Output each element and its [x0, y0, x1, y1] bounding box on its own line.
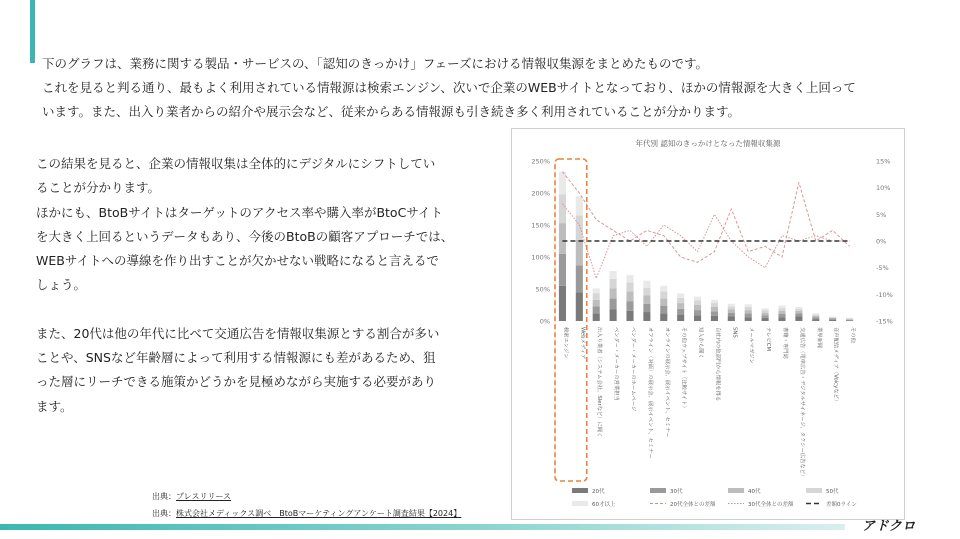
bar-segment-20代	[829, 320, 836, 321]
y-right-tick-label: 15%	[876, 157, 891, 166]
source-prefix: 出典：	[152, 509, 176, 518]
y-left-tick-label: 200%	[531, 189, 550, 198]
bar-segment-30代	[795, 313, 802, 316]
bar-segment-50代	[643, 288, 650, 296]
bar-segment-20代	[559, 286, 566, 321]
bar-segment-40代	[643, 295, 650, 303]
bar-segment-50代	[846, 318, 853, 319]
bar-segment-40代	[610, 288, 617, 298]
bar-segment-60才以上	[576, 196, 583, 215]
legend-label: 40代	[748, 489, 761, 495]
bar-segment-50代	[812, 315, 819, 316]
bar-segment-20代	[711, 316, 718, 321]
legend-swatch-20代	[572, 488, 588, 493]
bar-segment-50代	[660, 292, 667, 299]
bar-segment-50代	[745, 307, 752, 310]
bar-segment-40代	[846, 319, 853, 320]
bar-segment-60才以上	[846, 318, 853, 319]
x-tick-label: Webメディア	[579, 327, 586, 360]
bar-segment-60才以上	[795, 307, 802, 309]
bar-segment-40代	[626, 292, 633, 302]
body-line: ます。	[36, 398, 73, 414]
bar-segment-20代	[694, 315, 701, 321]
bar-segment-40代	[677, 303, 684, 309]
x-tick-label: 知人から聞く	[697, 327, 704, 359]
bar-segment-50代	[610, 279, 617, 289]
bar-segment-30代	[745, 313, 752, 317]
legend-label: 30代	[670, 489, 683, 495]
y-right-tick-label: 10%	[876, 184, 891, 193]
bar-segment-60才以上	[829, 317, 836, 318]
bar-segment-50代	[677, 298, 684, 303]
legend-swatch-30代	[650, 488, 666, 493]
x-tick-label: その他	[849, 327, 856, 343]
intro-line-1: 下のグラフは、業務に関する製品・サービスの、「認知のきっかけ」フェーズにおける情報収集源をまとめたものです。	[42, 56, 709, 71]
bar-segment-60才以上	[593, 288, 600, 293]
x-tick-label: ベンダー・メーカーのホームページ	[630, 327, 636, 412]
bar-segment-40代	[660, 299, 667, 306]
bar-segment-40代	[778, 311, 785, 314]
y-left-tick-label: 150%	[531, 221, 550, 230]
legend-label: 30代全体との差額	[748, 502, 794, 508]
bar-segment-30代	[660, 306, 667, 314]
x-tick-label: メールマガジン	[748, 327, 755, 364]
bar-segment-50代	[778, 308, 785, 311]
body-line: った層にリーチできる施策かどうかを見極めながら実施する必要があり	[36, 374, 437, 390]
paragraph-gap	[36, 298, 491, 322]
body-line: この結果を見ると、企業の情報収集は全体的にデジタルにシフトしてい	[36, 156, 436, 171]
y-right-tick-label: -15%	[876, 317, 893, 326]
bar-segment-40代	[812, 316, 819, 317]
legend-label: 20代全体との差額	[670, 502, 716, 508]
source-link-press-release[interactable]: プレスリリース	[176, 492, 232, 501]
legend-label: 60才以上	[592, 502, 616, 508]
y-left-tick-label: 100%	[531, 253, 550, 262]
bar-segment-20代	[745, 317, 752, 321]
intro-line-2: これを見ると判る通り、最もよく利用されている情報源は検索エンジン、次いで企業のWEBサイトとなっており、ほかの情報源を大きく上回って	[42, 80, 856, 95]
bar-segment-40代	[694, 305, 701, 310]
legend-swatch-50代	[806, 488, 822, 493]
x-tick-label: SNS	[731, 327, 738, 338]
bar-segment-40代	[762, 313, 769, 316]
y-left-tick-label: 250%	[531, 157, 550, 166]
body-line: ることが分かります。	[36, 180, 161, 196]
bottom-accent-bar	[0, 524, 845, 530]
y-right-tick-label: 0%	[876, 237, 887, 246]
x-tick-label: オフライン（対面）の展示会、展示イベント、セミナー	[646, 327, 653, 459]
bar-segment-30代	[812, 317, 819, 319]
y-right-tick-label: -5%	[876, 264, 889, 273]
bar-segment-60才以上	[677, 293, 684, 297]
brand-logo: アドクロ	[862, 519, 916, 534]
x-tick-label: 出入り業者（システム会社、SIerなど）に聞く	[596, 327, 603, 438]
bar-segment-60才以上	[812, 313, 819, 314]
x-tick-label: ベンダー・メーカーの営業担当	[613, 327, 620, 401]
source-link-survey[interactable]: 株式会社メディックス調べ BtoBマーケティングアンケート調査結果【2024】	[176, 509, 462, 518]
bar-segment-50代	[626, 283, 633, 292]
bar-segment-60才以上	[660, 286, 667, 292]
chart-container	[511, 128, 905, 520]
bar-segment-20代	[677, 315, 684, 321]
x-tick-label: テレビCM	[765, 327, 772, 352]
intro-text	[42, 52, 937, 124]
source-line-1	[152, 488, 461, 505]
y-right-tick-label: 5%	[876, 210, 887, 219]
bar-segment-40代	[795, 311, 802, 314]
body-line: を大きく上回るというデータもあり、今後のBtoBの顧客アプローチでは、	[36, 228, 454, 244]
source-prefix: 出典：	[152, 492, 176, 501]
y-right-tick-label: -10%	[876, 290, 893, 299]
bar-segment-20代	[643, 312, 650, 321]
body-line: しょう。	[36, 277, 87, 293]
bar-segment-30代	[677, 309, 684, 315]
intro-line-3: います。また、出入り業者からの紹介や展示会など、従来からある情報源も引き続き多く利用されていることが分かります。	[42, 104, 741, 119]
x-tick-label: 音声配信メディア（Voicyなど）	[832, 327, 839, 405]
bar-segment-40代	[711, 307, 718, 311]
bar-segment-50代	[593, 293, 600, 299]
line-series-20代全体との差額	[562, 172, 849, 263]
legend-swatch-40代	[728, 488, 744, 493]
accent-bar	[30, 0, 35, 63]
bar-segment-20代	[762, 318, 769, 321]
legend-label: 20代	[592, 489, 605, 495]
legend-label: 50代	[826, 489, 839, 495]
bar-segment-40代	[576, 240, 583, 266]
bar-segment-30代	[576, 265, 583, 292]
body-line: ことや、SNSなど年齢層によって利用する情報源にも差があるため、狙	[36, 350, 436, 366]
bar-segment-50代	[559, 194, 566, 223]
bar-segment-20代	[576, 292, 583, 321]
legend-swatch-60才以上	[572, 501, 588, 506]
bar-segment-20代	[812, 319, 819, 321]
bar-segment-60才以上	[745, 304, 752, 307]
bar-segment-60才以上	[694, 297, 701, 301]
bar-segment-20代	[728, 317, 735, 321]
bar-segment-60才以上	[643, 281, 650, 288]
y-left-tick-label: 0%	[539, 317, 550, 326]
sources	[152, 488, 461, 522]
source-line-2	[152, 505, 461, 522]
bar-segment-30代	[643, 304, 650, 312]
bar-segment-30代	[694, 310, 701, 315]
bar-segment-30代	[593, 306, 600, 313]
bar-segment-30代	[610, 299, 617, 310]
x-tick-label: その他ウェブサイト（比較サイト）	[680, 327, 687, 411]
bar-segment-20代	[795, 317, 802, 321]
bar-segment-60才以上	[728, 304, 735, 307]
chart-title: 年代別 認知のきっかけとなった情報収集源	[635, 139, 781, 148]
x-tick-label: オンラインの展示会、展示イベント、セミナー	[663, 327, 670, 438]
bar-segment-20代	[626, 311, 633, 321]
bar-segment-30代	[778, 314, 785, 317]
bar-segment-20代	[778, 317, 785, 321]
bar-segment-20代	[660, 313, 667, 321]
x-tick-label: 検索エンジン	[562, 327, 569, 359]
bar-segment-50代	[762, 310, 769, 313]
bar-segment-60才以上	[626, 275, 633, 283]
bar-segment-40代	[745, 310, 752, 313]
body-line: また、20代は他の年代に比べて交通広告を情報収集源とする割合が多い	[36, 325, 440, 341]
bar-segment-20代	[593, 313, 600, 321]
bar-segment-30代	[728, 313, 735, 317]
body-text	[36, 152, 491, 419]
body-line: WEBサイトへの導線を作り出すことが欠かせない戦略になると言えるで	[36, 253, 439, 269]
bar-segment-30代	[762, 315, 769, 318]
bar-segment-60才以上	[778, 306, 785, 309]
bar-segment-50代	[829, 317, 836, 318]
bar-segment-60才以上	[610, 271, 617, 279]
bar-segment-20代	[846, 320, 853, 321]
bar-segment-30代	[559, 254, 566, 286]
bar-segment-20代	[610, 309, 617, 321]
bar-segment-40代	[593, 300, 600, 306]
bar-segment-40代	[559, 223, 566, 254]
bar-segment-60才以上	[711, 300, 718, 303]
x-tick-label: 書籍・専門誌	[782, 327, 788, 359]
bar-segment-40代	[829, 318, 836, 319]
bar-segment-30代	[626, 301, 633, 311]
legend-label: 差額0ライン	[826, 502, 857, 508]
bar-segment-50代	[694, 301, 701, 305]
bar-segment-30代	[846, 320, 853, 321]
bar-segment-40代	[728, 309, 735, 312]
bar-segment-50代	[711, 303, 718, 307]
bar-segment-30代	[711, 311, 718, 315]
bar-segment-60才以上	[559, 172, 566, 194]
bar-segment-50代	[728, 306, 735, 309]
bar-segment-50代	[795, 309, 802, 311]
body-line: ほかにも、BtoBサイトはターゲットのアクセス率や購入率がBtoCサイト	[36, 204, 443, 220]
y-left-tick-label: 50%	[535, 285, 550, 294]
chart-svg	[512, 129, 904, 519]
x-tick-label: 交通広告（電車広告・デジタルサイネージ、タクシー広告など）	[798, 327, 805, 480]
bar-segment-50代	[576, 215, 583, 239]
bar-segment-60才以上	[762, 308, 769, 310]
x-tick-label: 業界新聞	[815, 327, 822, 349]
bar-segment-30代	[829, 318, 836, 319]
x-tick-label: 自社内の他部門から情報を得る	[714, 327, 721, 402]
